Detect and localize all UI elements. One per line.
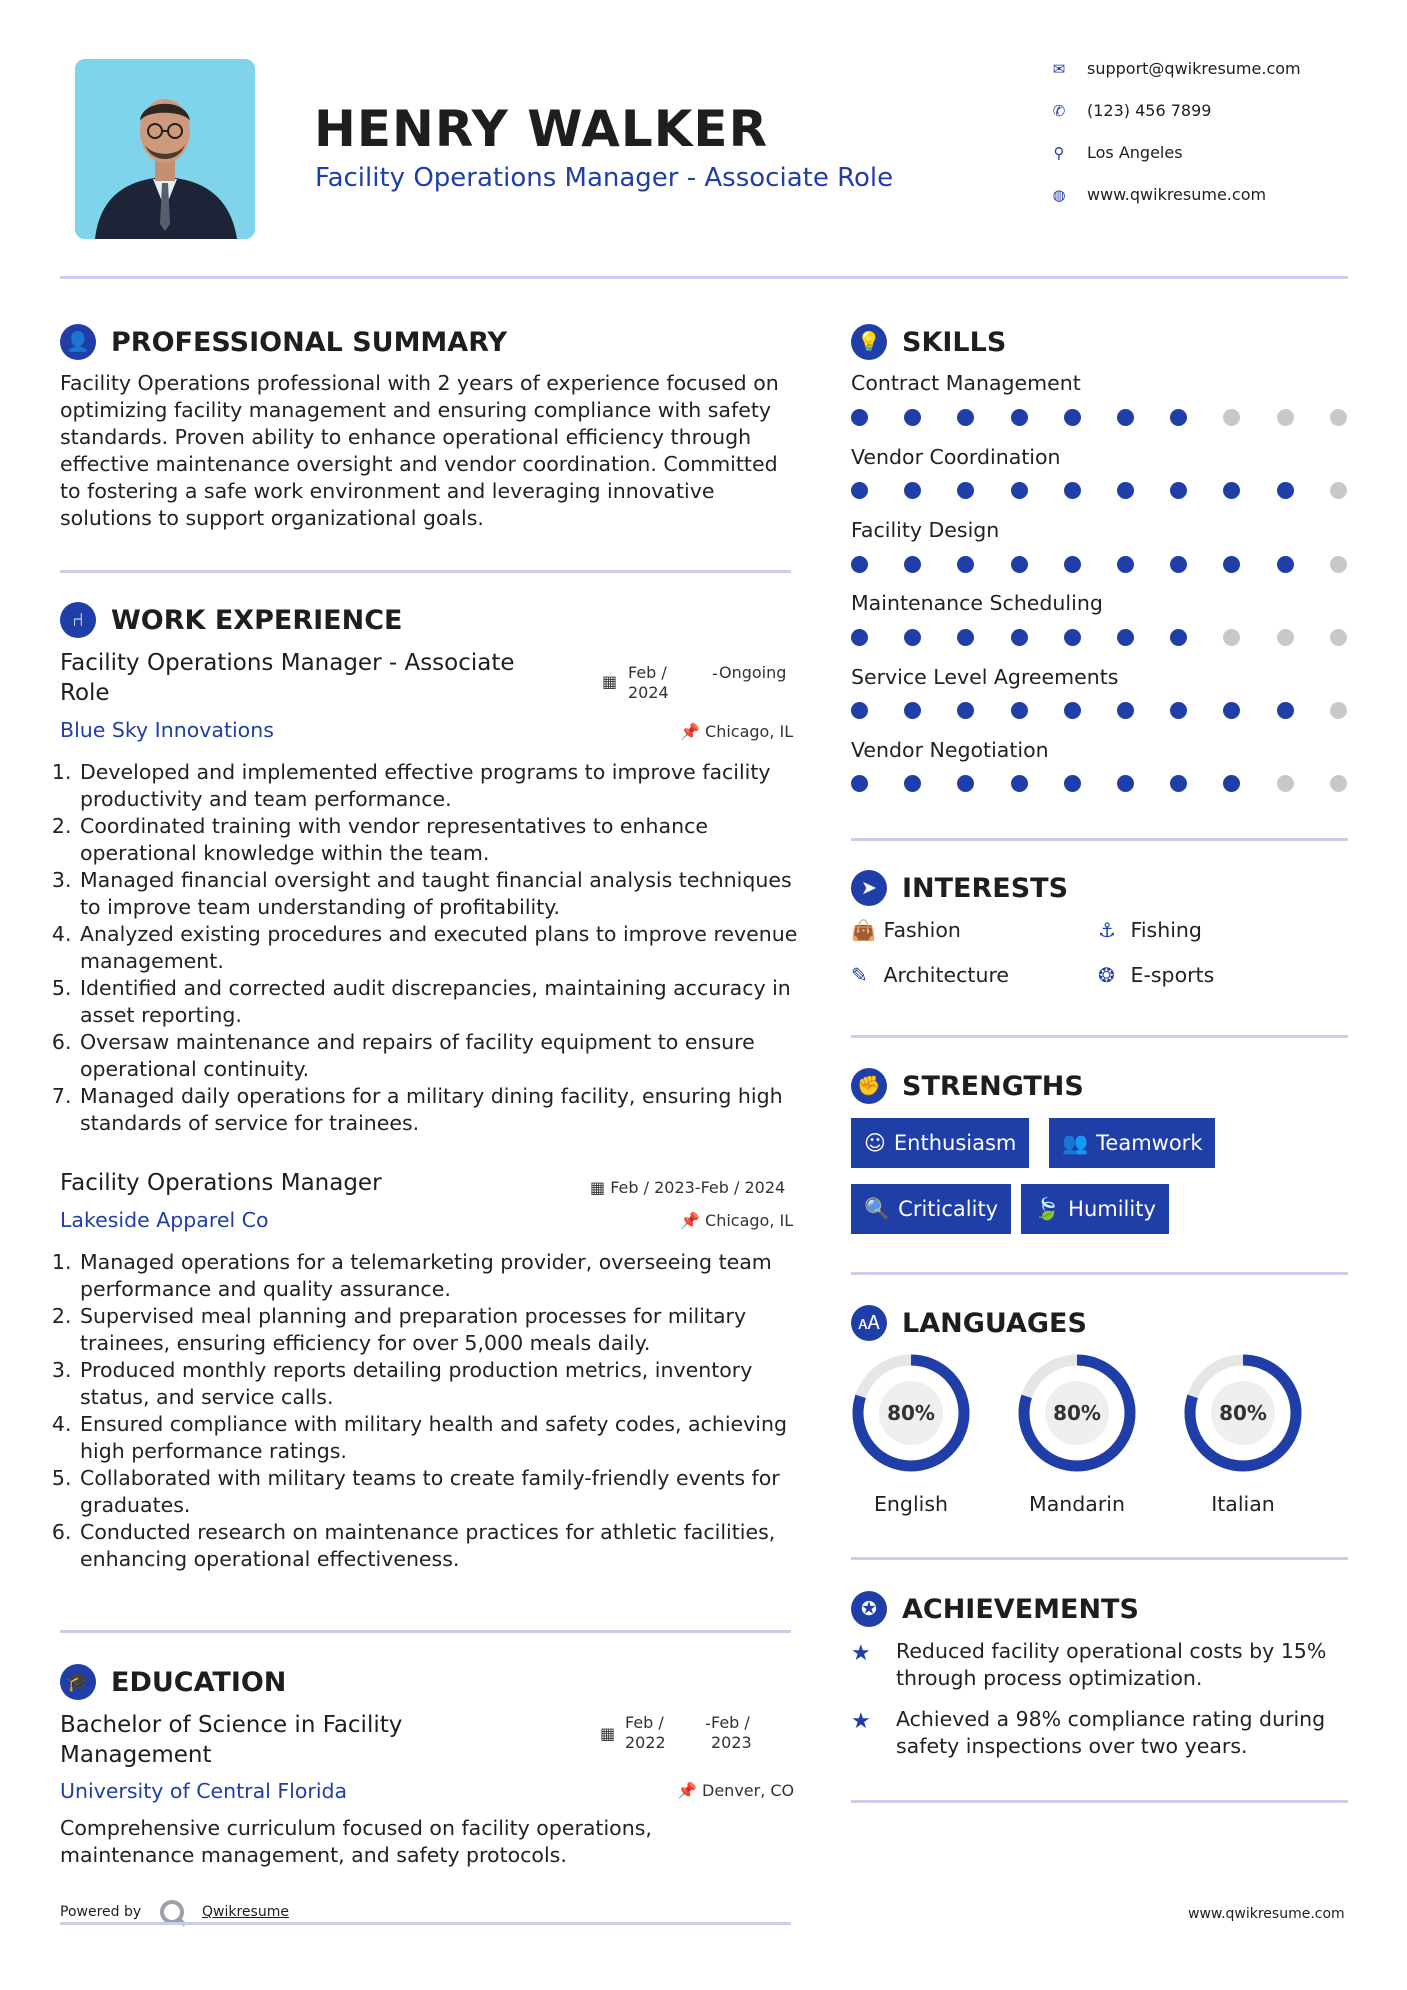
user-icon: 👤	[60, 324, 96, 360]
skill-name: Facility Design	[851, 518, 1000, 542]
job-location: 📌 Chicago, IL	[680, 1211, 794, 1230]
skill-dot	[851, 629, 868, 646]
job-bullets	[60, 1249, 818, 1573]
list-item: 7. Managed daily operations for a military dining facility, ensuring high standards of service for trainees.	[78, 1083, 818, 1137]
divider	[60, 570, 791, 573]
degree-title: Bachelor of Science in Facility Management	[60, 1712, 403, 1768]
skill-dot	[1277, 629, 1294, 646]
skill-dot	[957, 409, 974, 426]
skill-dot	[1011, 775, 1028, 792]
language-name: English	[873, 1492, 949, 1516]
pushpin-icon: 📌	[680, 722, 700, 741]
fist-icon: ✊	[851, 1068, 887, 1104]
section-title: ACHIEVEMENTS	[902, 1594, 1139, 1625]
language-ring	[1016, 1352, 1138, 1474]
list-item: 4. Analyzed existing procedures and executed plans to improve revenue management.	[78, 921, 818, 975]
skill-dot	[1277, 775, 1294, 792]
skill-dot	[1011, 482, 1028, 499]
interest-item: ✎ Architecture	[851, 963, 1010, 987]
company-name: Blue Sky Innovations	[60, 718, 274, 742]
strength-tag: ☺ Enthusiasm	[851, 1118, 1029, 1168]
users-icon: 👥	[1062, 1131, 1089, 1155]
skill-dot	[1223, 702, 1240, 719]
language-ring	[850, 1352, 972, 1474]
section-title: LANGUAGES	[902, 1308, 1087, 1339]
skill-dot	[957, 482, 974, 499]
skill-dot	[1170, 629, 1187, 646]
skill-dot	[904, 702, 921, 719]
divider	[60, 1630, 791, 1633]
skill-dot	[1170, 775, 1187, 792]
language-percent: 80%	[1053, 1401, 1101, 1425]
divider	[851, 1557, 1348, 1560]
skill-rating	[851, 775, 1351, 795]
skill-rating	[851, 629, 1351, 649]
star-badge-icon: ✪	[851, 1591, 887, 1627]
job-start-date: Feb / 2024	[628, 663, 669, 702]
interest-item: ❂ E-sports	[1098, 963, 1215, 987]
interest-item: 👜 Fashion	[851, 918, 961, 942]
skill-dot	[1064, 482, 1081, 499]
skill-dot	[1223, 775, 1240, 792]
list-item: 1. Managed operations for a telemarketing provider, overseeing team performance and quality assurance.	[78, 1249, 818, 1303]
strength-tag: 🔍 Criticality	[851, 1184, 1011, 1234]
skill-dot	[1117, 556, 1134, 573]
divider	[851, 1272, 1348, 1275]
divider	[851, 1035, 1348, 1038]
summary-text: Facility Operations professional with 2 years of experience focused on optimizing facility management and ensuring compliance with safety standards. Proven ability to enhance operational efficiency through effective maintenance oversight and vendor coordination. Committed to fostering a safe work environment and leveraging innovative solutions to support organizational goals.	[60, 371, 779, 530]
skill-dot	[1170, 409, 1187, 426]
drafting-tool-icon: ✎	[851, 963, 868, 987]
job-dates: ▦ Feb / 2023-Feb / 2024	[590, 1178, 786, 1197]
skill-dot	[1064, 702, 1081, 719]
section-title: INTERESTS	[902, 873, 1069, 904]
skill-dot	[957, 629, 974, 646]
skill-name: Contract Management	[851, 371, 1081, 395]
skill-dot	[1277, 409, 1294, 426]
education-start-date: Feb / 2022	[625, 1713, 666, 1752]
globe-icon: ◍	[1052, 186, 1066, 204]
skill-name: Service Level Agreements	[851, 665, 1119, 689]
section-title: EDUCATION	[111, 1667, 287, 1698]
graduate-icon: 🎓	[60, 1664, 96, 1700]
skill-dot	[1011, 702, 1028, 719]
calendar-icon: ▦	[600, 1724, 616, 1743]
skill-dot	[1223, 556, 1240, 573]
skill-dot	[1330, 775, 1347, 792]
date-separator: -	[712, 664, 718, 683]
list-item: 4. Ensured compliance with military health and safety codes, achieving high performance ratings.	[78, 1411, 818, 1465]
skill-dot	[1330, 629, 1347, 646]
footer-divider	[60, 1922, 791, 1925]
education-end-date: Feb / 2023	[711, 1713, 752, 1752]
lightbulb-icon: 💡	[851, 324, 887, 360]
skill-rating	[851, 556, 1351, 576]
skill-dot	[1170, 482, 1187, 499]
skill-dot	[1170, 702, 1187, 719]
language-item	[1016, 1352, 1138, 1516]
language-icon: 🗚	[851, 1305, 887, 1341]
skill-dot	[957, 775, 974, 792]
chair-icon: ⑁	[60, 602, 96, 638]
list-item: 3. Managed financial oversight and taught financial analysis techniques to improve team understanding of profitability.	[78, 867, 818, 921]
language-item	[1182, 1352, 1304, 1516]
skill-rating	[851, 409, 1351, 429]
skill-dot	[1330, 702, 1347, 719]
language-percent: 80%	[1219, 1401, 1267, 1425]
language-item	[850, 1352, 972, 1516]
divider	[851, 838, 1348, 841]
job-end-date: Ongoing	[719, 663, 787, 682]
skill-dot	[1330, 482, 1347, 499]
section-title: WORK EXPERIENCE	[111, 605, 403, 636]
section-title: SKILLS	[902, 327, 1007, 358]
skill-dot	[1277, 556, 1294, 573]
skill-dot	[1277, 702, 1294, 719]
section-title: STRENGTHS	[902, 1071, 1084, 1102]
footer-url[interactable]: www.qwikresume.com	[1188, 1906, 1345, 1922]
calendar-icon: ▦	[602, 672, 618, 691]
achievement-item: ★ Achieved a 98% compliance rating during safety inspections over two years.	[851, 1707, 1326, 1758]
divider	[851, 1800, 1348, 1803]
list-item: 6. Conducted research on maintenance practices for athletic facilities, enhancing operational effectiveness.	[78, 1519, 818, 1573]
language-ring	[1182, 1352, 1304, 1474]
skill-dot	[851, 409, 868, 426]
skill-dot	[1011, 556, 1028, 573]
smile-icon: ☺	[864, 1131, 886, 1155]
list-item: 5. Identified and corrected audit discrepancies, maintaining accuracy in asset reporting.	[78, 975, 818, 1029]
skill-dot	[851, 482, 868, 499]
list-item: 3. Produced monthly reports detailing production metrics, inventory status, and service calls.	[78, 1357, 818, 1411]
list-item: 2. Coordinated training with vendor representatives to enhance operational knowledge within the team.	[78, 813, 818, 867]
skill-name: Vendor Negotiation	[851, 738, 1049, 762]
shopping-bag-icon: 👜	[851, 918, 876, 942]
skill-dot	[1117, 775, 1134, 792]
pushpin-icon: 📌	[677, 1781, 697, 1800]
job-location: 📌 Chicago, IL	[680, 722, 794, 741]
leaf-icon: 🍃	[1034, 1197, 1061, 1221]
skill-dot	[904, 629, 921, 646]
skill-rating	[851, 482, 1351, 502]
list-item: 1. Developed and implemented effective programs to improve facility productivity and team performance.	[78, 759, 818, 813]
language-name: Mandarin	[1029, 1492, 1125, 1516]
section-title: PROFESSIONAL SUMMARY	[111, 327, 508, 358]
skill-dot	[1011, 629, 1028, 646]
qwikresume-link[interactable]: Qwikresume	[202, 1904, 289, 1920]
skill-dot	[1223, 409, 1240, 426]
skill-dot	[1277, 482, 1294, 499]
job-title: Facility Operations Manager	[60, 1170, 382, 1196]
skill-dot	[904, 556, 921, 573]
skill-dot	[1117, 482, 1134, 499]
phone-icon: ✆	[1052, 102, 1066, 120]
date-separator: -	[705, 1714, 711, 1733]
skill-dot	[957, 702, 974, 719]
star-icon: ★	[851, 1709, 871, 1734]
gamepad-icon: ❂	[1098, 963, 1115, 987]
strength-tag: 🍃 Humility	[1021, 1184, 1169, 1234]
skill-dot	[851, 775, 868, 792]
skill-dot	[1330, 556, 1347, 573]
education-description: Comprehensive curriculum focused on facility operations, maintenance management, and safety protocols.	[60, 1816, 652, 1867]
list-item: 2. Supervised meal planning and preparation processes for military trainees, ensuring efficiency for over 5,000 meals daily.	[78, 1303, 818, 1357]
skill-dot	[904, 409, 921, 426]
skill-dot	[1064, 629, 1081, 646]
envelope-icon: ✉	[1052, 60, 1066, 78]
skill-dot	[1170, 556, 1187, 573]
skill-rating	[851, 702, 1351, 722]
skill-dot	[1117, 702, 1134, 719]
skill-dot	[904, 775, 921, 792]
language-percent: 80%	[887, 1401, 935, 1425]
skill-dot	[1064, 409, 1081, 426]
anchor-icon: ⚓	[1098, 918, 1116, 942]
location-pin-icon: ⚲	[1053, 144, 1065, 162]
job-title: Facility Operations Manager - Associate Role	[60, 650, 515, 706]
skill-dot	[851, 556, 868, 573]
skill-dot	[1330, 409, 1347, 426]
school-name: University of Central Florida	[60, 1779, 348, 1803]
strength-tag: 👥 Teamwork	[1049, 1118, 1215, 1168]
skill-dot	[1117, 629, 1134, 646]
pushpin-icon: 📌	[680, 1211, 700, 1230]
person-portrait-icon	[75, 59, 255, 239]
search-icon: 🔍	[864, 1197, 891, 1221]
powered-by-label: Powered by	[60, 1904, 142, 1920]
skill-dot	[1064, 775, 1081, 792]
education-location: 📌 Denver, CO	[677, 1781, 795, 1800]
company-name: Lakeside Apparel Co	[60, 1208, 269, 1232]
achievement-item: ★ Reduced facility operational costs by 15% through process optimization.	[851, 1639, 1327, 1690]
skill-name: Vendor Coordination	[851, 445, 1061, 469]
skill-dot	[957, 556, 974, 573]
skill-dot	[1117, 409, 1134, 426]
skill-dot	[1064, 556, 1081, 573]
star-icon: ★	[851, 1641, 871, 1666]
skill-dot	[1223, 629, 1240, 646]
list-item: 5. Collaborated with military teams to create family-friendly events for graduates.	[78, 1465, 818, 1519]
skill-dot	[851, 702, 868, 719]
profile-photo	[75, 59, 255, 239]
skill-dot	[1011, 409, 1028, 426]
header-divider	[60, 276, 1348, 279]
skill-dot	[904, 482, 921, 499]
candidate-name: HENRY WALKER	[314, 100, 769, 158]
list-item: 6. Oversaw maintenance and repairs of facility equipment to ensure operational continuity.	[78, 1029, 818, 1083]
paper-plane-icon: ➤	[851, 870, 887, 906]
skill-dot	[1223, 482, 1240, 499]
candidate-role: Facility Operations Manager - Associate Role	[315, 163, 894, 193]
calendar-icon: ▦	[590, 1178, 606, 1197]
skill-name: Maintenance Scheduling	[851, 591, 1103, 615]
interest-item: ⚓ Fishing	[1098, 918, 1202, 942]
language-name: Italian	[1211, 1492, 1275, 1516]
job-bullets	[60, 759, 818, 1137]
